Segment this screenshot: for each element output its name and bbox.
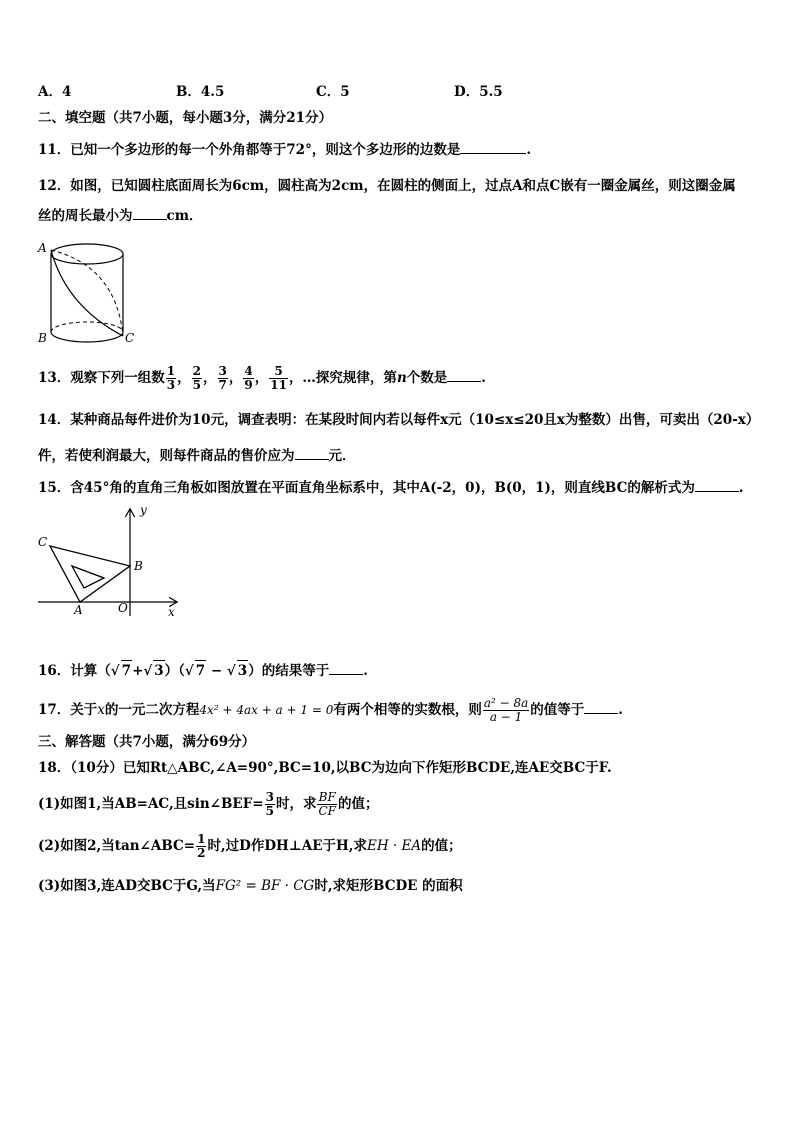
sqrt-7: 7: [121, 660, 132, 681]
numerator: 3: [218, 364, 227, 378]
q18-p3-text-2: 时,求矩形BCDE 的面积: [314, 878, 463, 894]
label-c: C: [125, 331, 135, 345]
answer-blank: [695, 479, 739, 492]
q14-line2: [38, 446, 356, 466]
answer-blank: [460, 141, 526, 154]
point-label-c: C: [38, 535, 48, 549]
numerator: 1: [197, 832, 206, 846]
numerator: a² − 8a: [483, 696, 529, 710]
option-b: B．4.5: [176, 84, 225, 100]
q18-p2-text: (2)如图2,当tan∠ABC=: [38, 838, 196, 854]
denominator: 11: [270, 378, 287, 392]
cylinder-bottom-front: [51, 332, 123, 342]
expression: EH · EA: [367, 838, 422, 854]
denominator: 5: [265, 804, 274, 818]
variable-n: n: [396, 370, 407, 386]
q18-p1-text-2: 时，求: [275, 796, 317, 812]
question-16: 16．计算（√ 7+√ 3）（√ 7 − √ 3）的结果等于 .: [38, 660, 368, 681]
numerator: 4: [244, 364, 253, 378]
fraction: [317, 791, 337, 818]
q18-p1-text-3: 的值；: [337, 796, 379, 812]
fraction: [218, 365, 228, 392]
question-11: [38, 140, 531, 160]
cylinder-top-ellipse: [51, 244, 123, 264]
axis-label-y: y: [140, 503, 147, 517]
option-d: D．5.5: [454, 84, 503, 100]
section-2-heading: 二、填空题（共7小题，每小题3分，满分21分）: [38, 110, 333, 126]
answer-blank: [447, 369, 481, 382]
fraction: [192, 365, 202, 392]
q17-text-2: 的一元二次方程: [104, 702, 200, 718]
denominator: 7: [218, 378, 227, 392]
q16-mid: ）（: [164, 663, 185, 679]
coordinate-figure: [34, 500, 184, 620]
question-15: [38, 478, 744, 498]
minus-sign: −: [210, 663, 223, 679]
q18-p1-text: (1)如图1,当AB=AC,且sin∠BEF=: [38, 796, 264, 812]
wire-front: [51, 250, 123, 336]
numerator: 1: [166, 364, 176, 378]
answer-blank: [133, 207, 167, 220]
q17-text: 17．关于: [38, 702, 98, 718]
numerator: 5: [269, 365, 288, 379]
point-label-a: A: [74, 603, 83, 617]
question-17: [38, 692, 623, 728]
axis-label-x: x: [168, 605, 175, 619]
fraction: [243, 365, 253, 392]
q14-unit: 元．: [328, 448, 356, 464]
denominator: 5: [192, 378, 202, 392]
q18-main: 18．（10分）已知Rt△ABC,∠A=90°,BC=10,以BC为边向下作矩形BCDE,连AE交BC于F.: [38, 760, 612, 776]
label-a: A: [38, 241, 47, 255]
q11-text: 11．已知一个多边形的每一个外角都等于72°，则这个多边形的边数是: [38, 142, 461, 158]
point-label-b: B: [134, 559, 143, 573]
q15-text: 15．含45°角的直角三角板如图放置在平面直角坐标系中，其中A(-2，0)，B(0，1)，则直线BC的解析式为: [38, 480, 695, 496]
q12-line2-text: 丝的周长最小为: [38, 208, 133, 224]
q18-part1: [38, 786, 378, 822]
q11-end: .: [526, 142, 532, 158]
section-3-heading: 三、解答题（共7小题，满分69分）: [38, 734, 256, 750]
fraction: [196, 833, 206, 860]
equation: 4x² + 4ax + a + 1 = 0: [199, 703, 334, 717]
q12-line2: [38, 206, 203, 226]
q15-end: .: [738, 480, 744, 496]
answer-blank: [329, 662, 363, 675]
q13-end: .: [481, 370, 486, 386]
q18-p3-text: (3)如图3,连AD交BC于G,当: [38, 878, 216, 894]
q16-text-2: ）的结果等于: [248, 663, 330, 679]
q10-options: [38, 82, 503, 102]
numerator: BF: [318, 790, 336, 804]
denominator: a − 1: [489, 710, 523, 724]
label-b: B: [38, 331, 47, 345]
variable-x: x: [97, 702, 105, 718]
numerator: 3: [265, 790, 274, 804]
fraction: [166, 365, 176, 392]
q12-unit: cm．: [166, 208, 203, 224]
q13-prefix: 13．观察下列一组数: [38, 370, 165, 386]
fraction: [265, 791, 275, 818]
plus-sign: +: [132, 663, 144, 679]
q13-suffix: ，…探究规律，第: [288, 370, 397, 386]
answer-blank: [584, 701, 618, 714]
q18-part2: [38, 828, 462, 864]
sqrt-3: 3: [237, 660, 248, 681]
q16-text: 16．计算（: [38, 663, 111, 679]
answer-blank: [295, 447, 329, 460]
q14-line2-text: 件，若使利润最大，则每件商品的售价应为: [38, 448, 295, 464]
denominator: CF: [318, 804, 336, 818]
denominator: 9: [244, 378, 253, 392]
option-a: A．4: [38, 84, 72, 100]
cylinder-figure: [36, 236, 136, 348]
q14-line1: 14．某种商品每件进价为10元，调查表明：在某段时间内若以每件x元（10≤x≤20且x为整数）出售，可卖出（20-x）: [38, 412, 760, 428]
q18-p2-text-3: 的值；: [421, 838, 462, 854]
origin-label: O: [118, 601, 128, 615]
denominator: 3: [166, 378, 176, 392]
q13-suffix-2: 个数是: [406, 370, 448, 386]
expression: FG² = BF · CG: [215, 878, 315, 894]
numerator: 2: [192, 364, 202, 378]
q18-p2-text-2: 时,过D作DH⊥AE于H,求: [207, 838, 367, 854]
q16-end: .: [363, 663, 368, 679]
inner-triangle: [72, 566, 104, 588]
question-13: 13．观察下列一组数 $\frac{1}{3}$ ， $\frac{2}{5}$ ， $\frac{3}{7}$ ， $\frac{4}{9}$ ， $\frac{5}{11}$ ，…探究规律，第n个数是 .: [38, 364, 486, 392]
q12-line1: 12．如图，已知圆柱底面周长为6cm，圆柱高为2cm，在圆柱的侧面上，过点A和点C嵌有一圈金属丝，则这圈金属: [38, 178, 736, 194]
sqrt-3: 3: [153, 660, 164, 681]
outer-triangle: [50, 546, 130, 602]
fraction: [483, 697, 529, 724]
sqrt-7: 7: [195, 660, 206, 681]
denominator: 2: [197, 846, 206, 860]
q18-part3: [38, 876, 463, 896]
wire-back: [51, 250, 123, 336]
option-c: C．5: [316, 84, 350, 100]
q17-end: .: [618, 702, 623, 718]
q17-text-3: 有两个相等的实数根，则: [333, 702, 482, 718]
fraction: [269, 365, 288, 392]
q17-text-4: 的值等于: [530, 702, 585, 718]
